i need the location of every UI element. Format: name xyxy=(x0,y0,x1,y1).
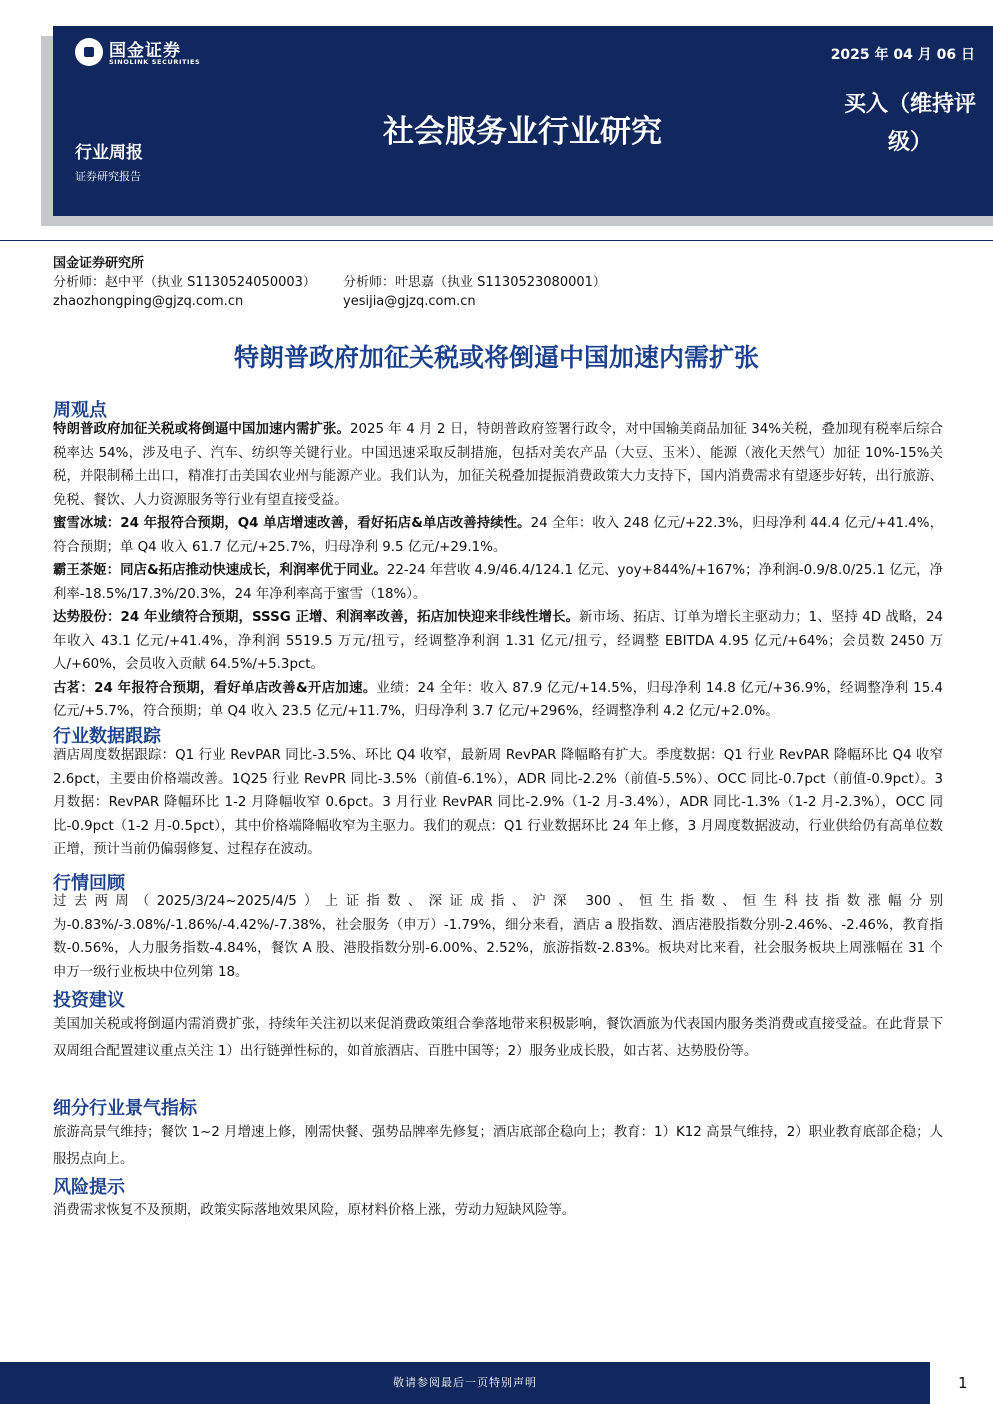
weekly-view-paragraph-4 xyxy=(53,606,943,677)
risk-body: 消费需求恢复不及预期，政策实际落地效果风险，原材料价格上涨，劳动力短缺风险等。 xyxy=(53,1203,576,1218)
report-headline: 特朗普政府加征关税或将倒逼中国加速内需扩张 xyxy=(233,343,759,372)
analyst-names xyxy=(53,273,606,292)
paragraph-text: 24 全年：收入 248 亿元/+22.3%，归母净利 44.4 亿元/+41.4%，符合预期；单 Q4 收入 61.7 亿元/+25.7%，归母净利 9.5 亿元/+29.1%。 xyxy=(53,516,943,555)
report-date: 2025 年 04 月 06 日 xyxy=(830,47,975,63)
research-institute: 国金证券研究所 xyxy=(53,256,145,271)
logo-mark-icon xyxy=(75,38,103,66)
paragraph-lead: 达势股份：24 年业绩符合预期，SSSG 正增、利润率改善，拓店加快迎来非线性增长。 xyxy=(53,610,580,625)
weekly-view-paragraph-2 xyxy=(53,512,943,559)
rating-badge: 买入（维持评级） xyxy=(843,92,976,155)
section-title-industry-data: 行业数据跟踪 xyxy=(53,726,161,747)
analyst-2: 分析师：叶思嘉（执业 S1130523080001） xyxy=(343,275,606,290)
paragraph-text: 新市场、拓店、订单为增长主驱动力；1、坚持 4D 战略，24 年收入 43.1 亿元/+41.4%，净利润 5519.5 万元/扭亏，经调整净利润 1.31 亿元/扭亏，经调整 EBITDA 4.95 亿元/+64%；会员数 2450 万人/+60%，会员收入贡献 64.5%/+5.3pct。 xyxy=(53,610,943,672)
weekly-view-paragraph-5 xyxy=(53,677,943,724)
paragraph-lead: 特朗普政府加征关税或将倒逼中国加速内需扩张。 xyxy=(53,422,350,437)
industry-data-body: 酒店周度数据跟踪：Q1 行业 RevPAR 同比-3.5%、环比 Q4 收窄，最新周 RevPAR 降幅略有扩大。季度数据：Q1 行业 RevPAR 降幅环比 Q4 收窄 2.6pct，主要由价格端改善。1Q25 行业 RevPR 同比-3.5%（前值-6.1%），ADR 同比-2.2%（前值-5.5%）、OCC 同比-0.7pct（前值-0.9pct）。3 月数据：RevPAR 降幅环比 1-2 月降幅收窄 0.6pct。3 月行业 RevPAR 同比-2.9%（1-2 月-3.4%），ADR 同比-1.3%（1-2 月-2.3%），OCC 同比-0.9pct（1-2 月-0.5pct），其中价格端降幅收窄为主驱力。我们的观点：Q1 行业数据环比 24 年上修，3 月周度数据波动，行业供给仍有高单位数正增，预计当前仍偏弱修复、过程存在波动。 xyxy=(53,748,943,857)
paragraph-lead: 霸王茶姬：同店&拓店推动快速成长，利润率优于同业。 xyxy=(53,563,387,578)
investment-body: 美国加关税或将倒逼内需消费扩张，持续年关注初以来促消费政策组合拳落地带来积极影响，餐饮酒旅为代表国内服务类消费或直接受益。在此背景下双周组合配置建议重点关注 1）出行链弹性标的，如首旅酒店、百胜中国等；2）服务业成长股，如古茗、达势股份等。 xyxy=(53,1017,943,1059)
section-title-weekly-view: 周观点 xyxy=(53,400,107,421)
header-divider xyxy=(0,240,993,241)
logo-text-cn: 国金证券 xyxy=(109,41,181,61)
analyst-block xyxy=(53,254,606,311)
market-review-body: 过去两周（2025/3/24~2025/4/5）上证指数、深证成指、沪深 300、恒生指数、恒生科技指数涨幅分别为-0.83%/-3.08%/-1.86%/-4.42%/-7.38%，社会服务（申万）-1.79%，细分来看，酒店 a 股指数、酒店港股指数分别-2.46%、-2.46%，教育指数-0.56%，人力服务指数-4.84%，餐饮 A 股、港股指数分别-6.00%、2.52%，旅游指数-2.83%。板块对比来看，社会服务板块上周涨幅在 31 个申万一级行业板块中位列第 18。 xyxy=(53,894,943,980)
footer-notice: 敬请参阅最后一页特别声明 xyxy=(0,1362,930,1404)
analyst-1-email[interactable]: zhaozhongping@gjzq.com.cn xyxy=(53,294,244,309)
analyst-2-email[interactable]: yesijia@gjzq.com.cn xyxy=(343,294,476,309)
report-type: 行业周报 xyxy=(75,143,143,163)
analyst-1: 分析师：赵中平（执业 S1130524050003） xyxy=(53,275,316,290)
weekly-view-body xyxy=(53,418,943,724)
section-title-risk: 风险提示 xyxy=(53,1177,125,1198)
paragraph-lead: 古茗：24 年报符合预期，看好单店改善&开店加速。 xyxy=(53,680,377,696)
segment-indicators-body: 旅游高景气维持；餐饮 1~2 月增速上修，刚需快餐、强势品牌率先修复；酒店底部企稳向上；教育：1）K12 高景气维持，2）职业教育底部企稳；人服拐点向上。 xyxy=(53,1125,943,1167)
report-header xyxy=(53,26,993,216)
weekly-view-paragraph-1 xyxy=(53,418,943,512)
paragraph-text: 2025 年 4 月 2 日，特朗普政府签署行政令，对中国输美商品加征 34%关税，叠加现有税率后综合税率达 54%，涉及电子、汽车、纺织等关键行业。中国迅速采取反制措施，包括对美农产品（大豆、玉米）、能源（液化天然气）加征 10%-15%关税，并限制稀土出口，精准打击美国农业州与能源产业。我们认为，加征关税叠加提振消费政策大力支持下，国内消费需求有望逐步好转，出行旅游、免税、餐饮、人力资源服务等行业有望直接受益。 xyxy=(53,422,944,508)
paragraph-lead: 蜜雪冰城：24 年报符合预期，Q4 单店增速改善，看好拓店&单店改善持续性。 xyxy=(53,516,531,531)
section-title-segment-indicators: 细分行业景气指标 xyxy=(53,1098,197,1119)
page-number: 1 xyxy=(958,1374,968,1392)
paragraph-text: 业绩：24 全年：收入 87.9 亿元/+14.5%，归母净利 14.8 亿元/+36.9%，经调整净利 15.4 亿元/+5.7%，符合预期；单 Q4 收入 23.5 亿元/+11.7%，归母净利 3.7 亿元/+296%，经调整净利 4.2 亿元/+2.0%。 xyxy=(53,680,943,719)
section-title-investment: 投资建议 xyxy=(53,990,125,1011)
section-title-market-review: 行情回顾 xyxy=(53,873,125,894)
weekly-view-paragraph-3 xyxy=(53,559,943,606)
paragraph-text: 22-24 年营收 4.9/46.4/124.1 亿元、yoy+844%/+167%；净利润-0.9/8.0/25.1 亿元，净利率-18.5%/17.3%/20.3%，24 年净利率高于蜜雪（18%）。 xyxy=(53,563,943,602)
logo-text-en: SINOLINK SECURITIES xyxy=(109,58,201,66)
report-title: 社会服务业行业研究 xyxy=(383,114,662,150)
analyst-emails xyxy=(53,292,476,311)
report-subtype: 证券研究报告 xyxy=(75,170,141,183)
company-logo xyxy=(75,36,255,70)
